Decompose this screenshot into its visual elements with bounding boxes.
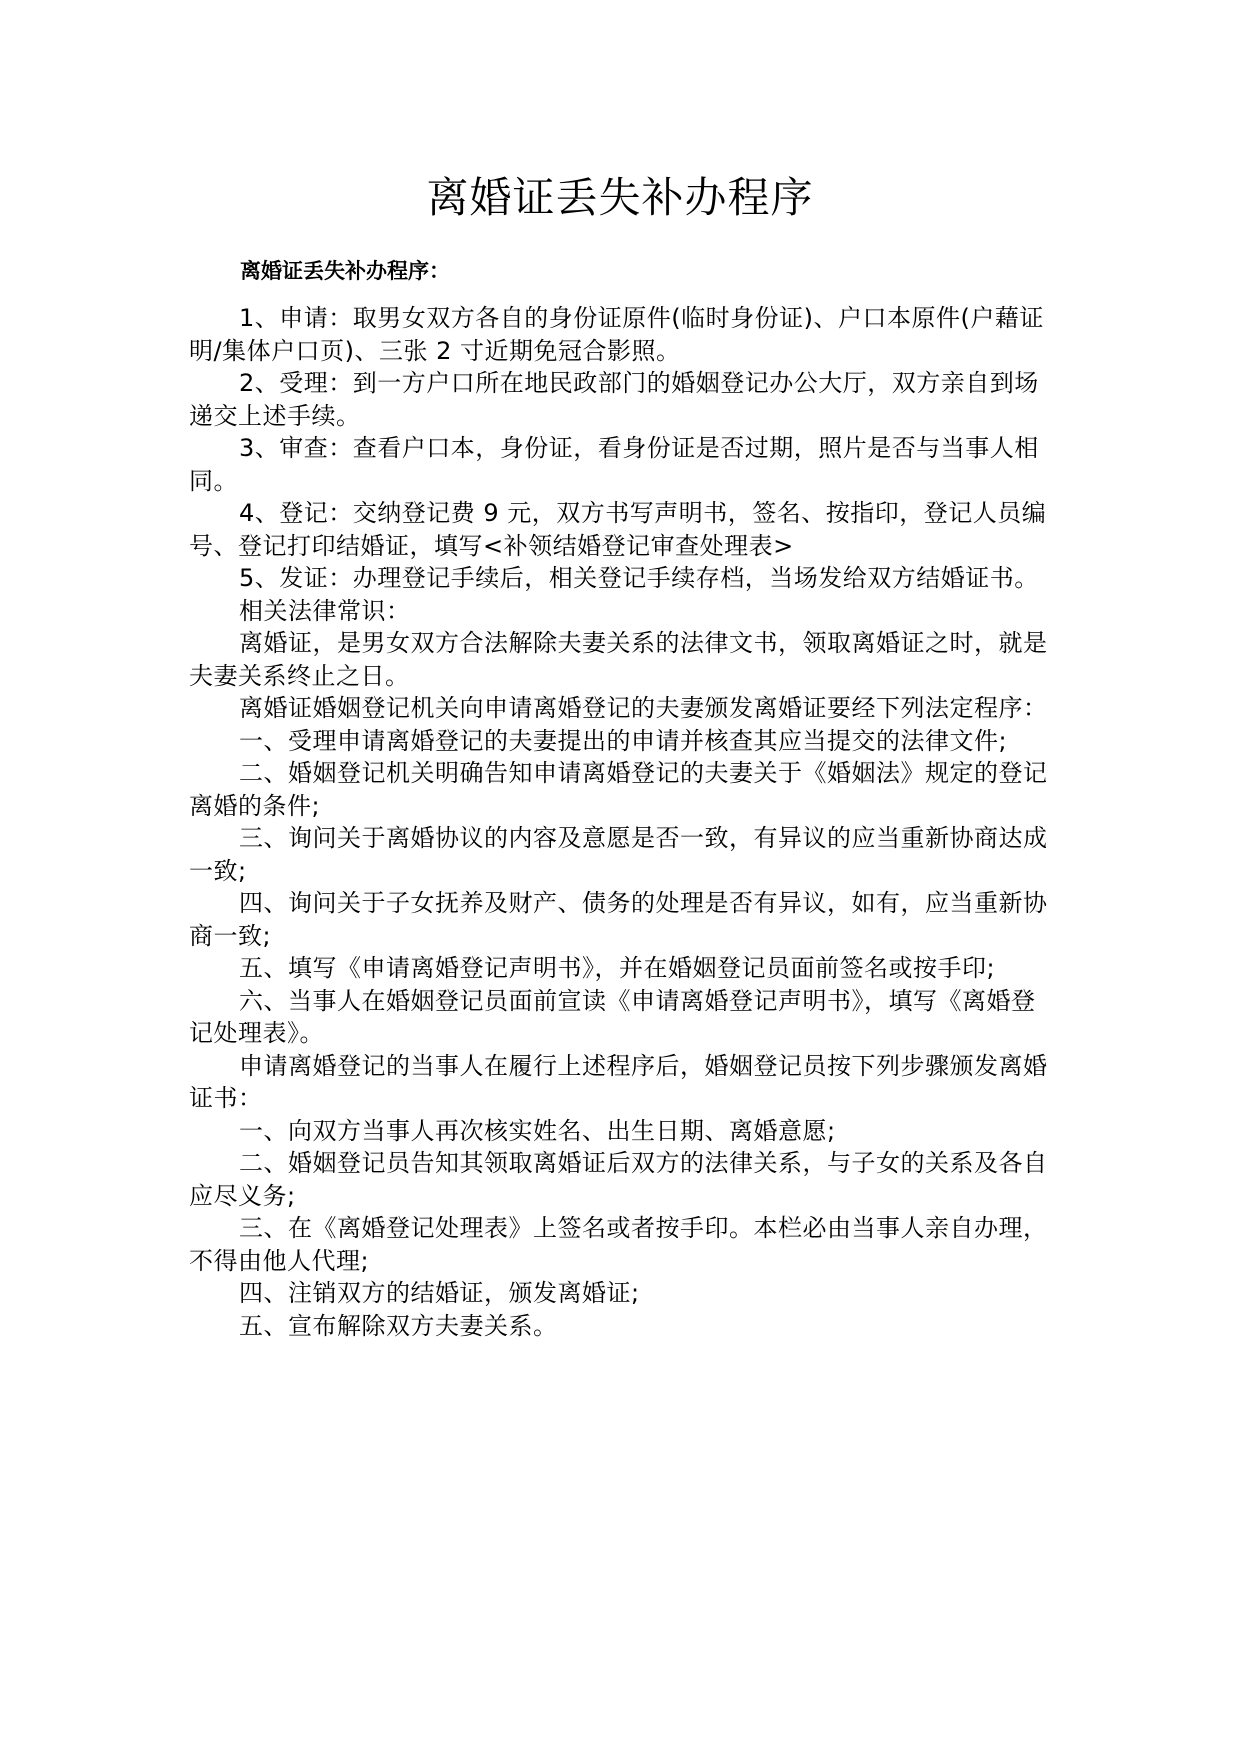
paragraph: 离婚证婚姻登记机关向申请离婚登记的夫妻颁发离婚证要经下列法定程序： (239, 694, 1048, 722)
paragraph: 1、申请：取男女双方各自的身份证原件(临时身份证)、户口本原件(户藉证明/集体户口页)、三张 2 寸近期免冠合影照。 (189, 304, 1044, 365)
paragraph: 三、询问关于离婚协议的内容及意愿是否一致，有异议的应当重新协商达成一致; (189, 824, 1048, 885)
paragraph: 2、受理：到一方户口所在地民政部门的婚姻登记办公大厅，双方亲自到场递交上述手续。 (189, 369, 1039, 430)
paragraph: 相关法律常识： (239, 596, 411, 625)
document-body (189, 302, 1059, 1342)
paragraph: 申请离婚登记的当事人在履行上述程序后，婚姻登记员按下列步骤颁发离婚证书： (189, 1051, 1048, 1112)
paragraph: 5、发证：办理登记手续后，相关登记手续存档，当场发给双方结婚证书。 (239, 564, 1039, 592)
paragraph: 四、注销双方的结婚证，颁发离婚证; (239, 1279, 640, 1307)
paragraph: 五、宣布解除双方夫妻关系。 (239, 1311, 558, 1340)
document-subheading: 离婚证丢失补办程序： (240, 259, 450, 283)
paragraph: 五、填写《申请离婚登记声明书》，并在婚姻登记员面前签名或按手印; (239, 954, 996, 982)
paragraph: 一、受理申请离婚登记的夫妻提出的申请并核查其应当提交的法律文件; (239, 726, 1008, 755)
paragraph: 离婚证，是男女双方合法解除夫妻关系的法律文书，领取离婚证之时，就是夫妻关系终止之日。 (189, 629, 1048, 690)
paragraph: 三、在《离婚登记处理表》上签名或者按手印。本栏必由当事人亲自办理，不得由他人代理; (189, 1214, 1048, 1275)
paragraph: 一、向双方当事人再次核实姓名、出生日期、离婚意愿; (239, 1116, 836, 1145)
paragraph: 3、审查：查看户口本，身份证，看身份证是否过期，照片是否与当事人相同。 (189, 434, 1039, 495)
paragraph: 四、询问关于子女抚养及财产、债务的处理是否有异议，如有，应当重新协商一致; (189, 889, 1048, 950)
document-title: 离婚证丢失补办程序 (426, 173, 814, 222)
paragraph: 六、当事人在婚姻登记员面前宣读《申请离婚登记声明书》，填写《离婚登记处理表》。 (189, 986, 1036, 1047)
paragraph: 二、婚姻登记机关明确告知申请离婚登记的夫妻关于《婚姻法》规定的登记离婚的条件; (189, 759, 1048, 820)
paragraph: 二、婚姻登记员告知其领取离婚证后双方的法律关系，与子女的关系及各自应尽义务; (189, 1149, 1048, 1210)
paragraph: 4、登记：交纳登记费 9 元，双方书写声明书，签名、按指印，登记人员编号、登记打印结婚证，填写<补领结婚登记审查处理表> (189, 499, 1047, 560)
